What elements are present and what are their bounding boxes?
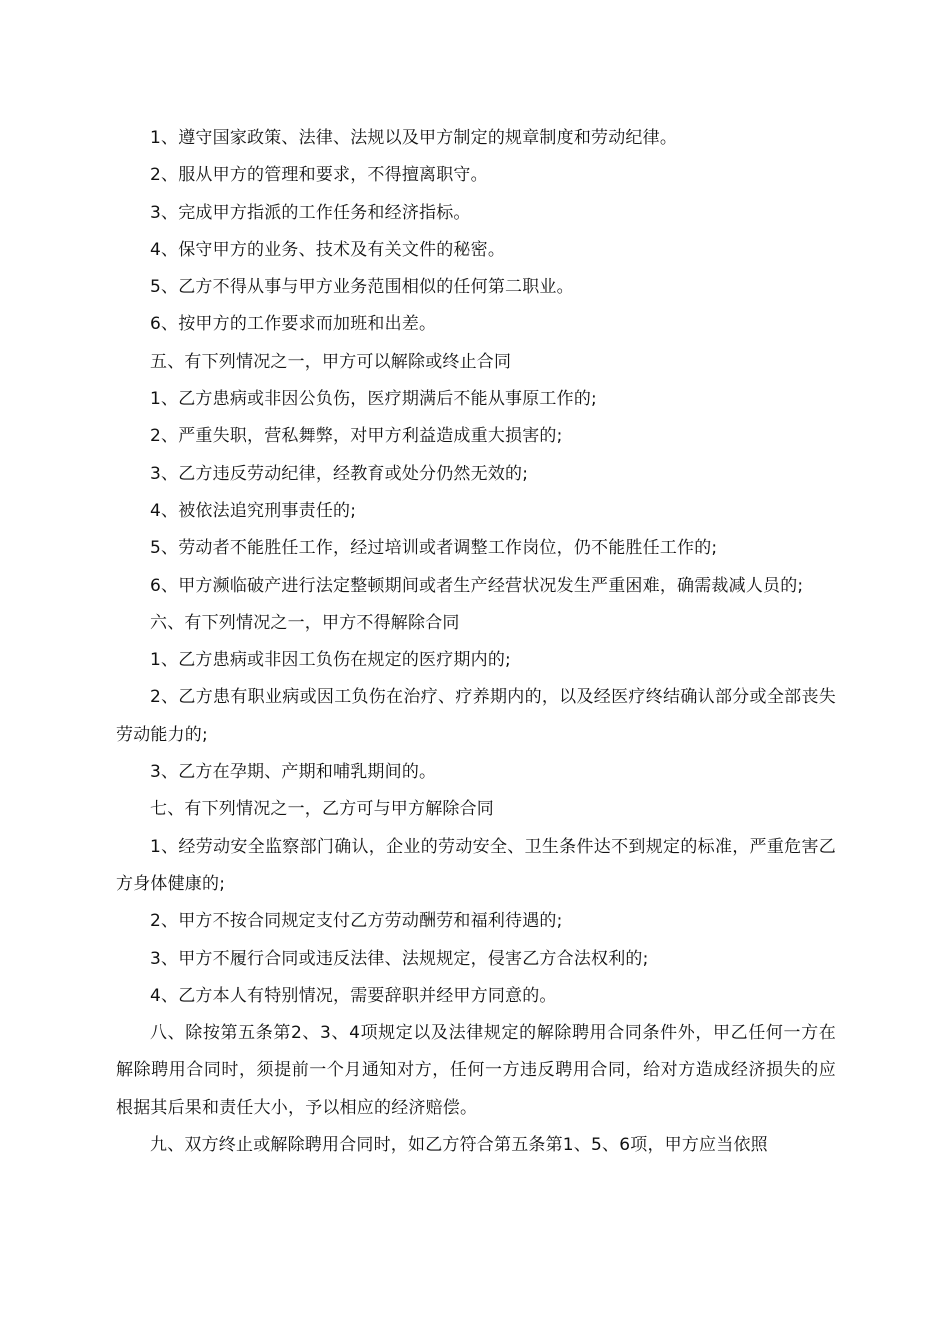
section-6-item-2: 2、乙方患有职业病或因工负伤在治疗、疗养期内的，以及经医疗终结确认部分或全部丧失劳动能力的; bbox=[116, 687, 836, 745]
section-5-item-4: 4、被依法追究刑事责任的; bbox=[150, 500, 357, 521]
section-6-heading: 六、有下列情况之一，甲方不得解除合同 bbox=[150, 612, 460, 633]
section-5-item-1: 1、乙方患病或非因公负伤，医疗期满后不能从事原工作的; bbox=[150, 389, 597, 410]
obligation-6: 6、按甲方的工作要求而加班和出差。 bbox=[150, 314, 437, 335]
section-8-paragraph: 八、除按第五条第2、3、4项规定以及法律规定的解除聘用合同条件外，甲乙任何一方在解除聘用合同时，须提前一个月通知对方，任何一方违反聘用合同，给对方造成经济损失的应根据其后果和责任大小，予以相应的经济赔偿。 bbox=[116, 1023, 836, 1118]
section-6-item-3: 3、乙方在孕期、产期和哺乳期间的。 bbox=[150, 762, 437, 783]
section-5-heading: 五、有下列情况之一，甲方可以解除或终止合同 bbox=[150, 351, 512, 372]
obligation-3: 3、完成甲方指派的工作任务和经济指标。 bbox=[150, 202, 471, 223]
section-9-paragraph: 九、双方终止或解除聘用合同时，如乙方符合第五条第1、5、6项，甲方应当依照 bbox=[150, 1135, 768, 1156]
section-5-item-3: 3、乙方违反劳动纪律，经教育或处分仍然无效的; bbox=[150, 463, 529, 484]
obligation-2: 2、服从甲方的管理和要求，不得擅离职守。 bbox=[150, 165, 488, 186]
section-5-item-2: 2、严重失职，营私舞弊，对甲方利益造成重大损害的; bbox=[150, 426, 563, 447]
document-page bbox=[116, 120, 836, 1164]
obligation-4: 4、保守甲方的业务、技术及有关文件的秘密。 bbox=[150, 239, 506, 260]
section-7-item-2: 2、甲方不按合同规定支付乙方劳动酬劳和福利待遇的; bbox=[150, 911, 563, 932]
section-5-item-5: 5、劳动者不能胜任工作，经过培训或者调整工作岗位，仍不能胜任工作的; bbox=[150, 538, 718, 559]
section-5-item-6: 6、甲方濒临破产进行法定整顿期间或者生产经营状况发生严重困难，确需裁减人员的; bbox=[150, 575, 804, 596]
section-7-item-3: 3、甲方不履行合同或违反法律、法规规定，侵害乙方合法权利的; bbox=[150, 948, 649, 969]
obligation-5: 5、乙方不得从事与甲方业务范围相似的任何第二职业。 bbox=[150, 277, 574, 298]
section-6-item-1: 1、乙方患病或非因工负伤在规定的医疗期内的; bbox=[150, 650, 511, 671]
section-7-item-4: 4、乙方本人有特别情况，需要辞职并经甲方同意的。 bbox=[150, 985, 557, 1006]
section-7-heading: 七、有下列情况之一，乙方可与甲方解除合同 bbox=[150, 799, 494, 820]
section-7-item-1: 1、经劳动安全监察部门确认，企业的劳动安全、卫生条件达不到规定的标准，严重危害乙方身体健康的; bbox=[116, 836, 836, 894]
obligation-1: 1、遵守国家政策、法律、法规以及甲方制定的规章制度和劳动纪律。 bbox=[150, 128, 678, 148]
